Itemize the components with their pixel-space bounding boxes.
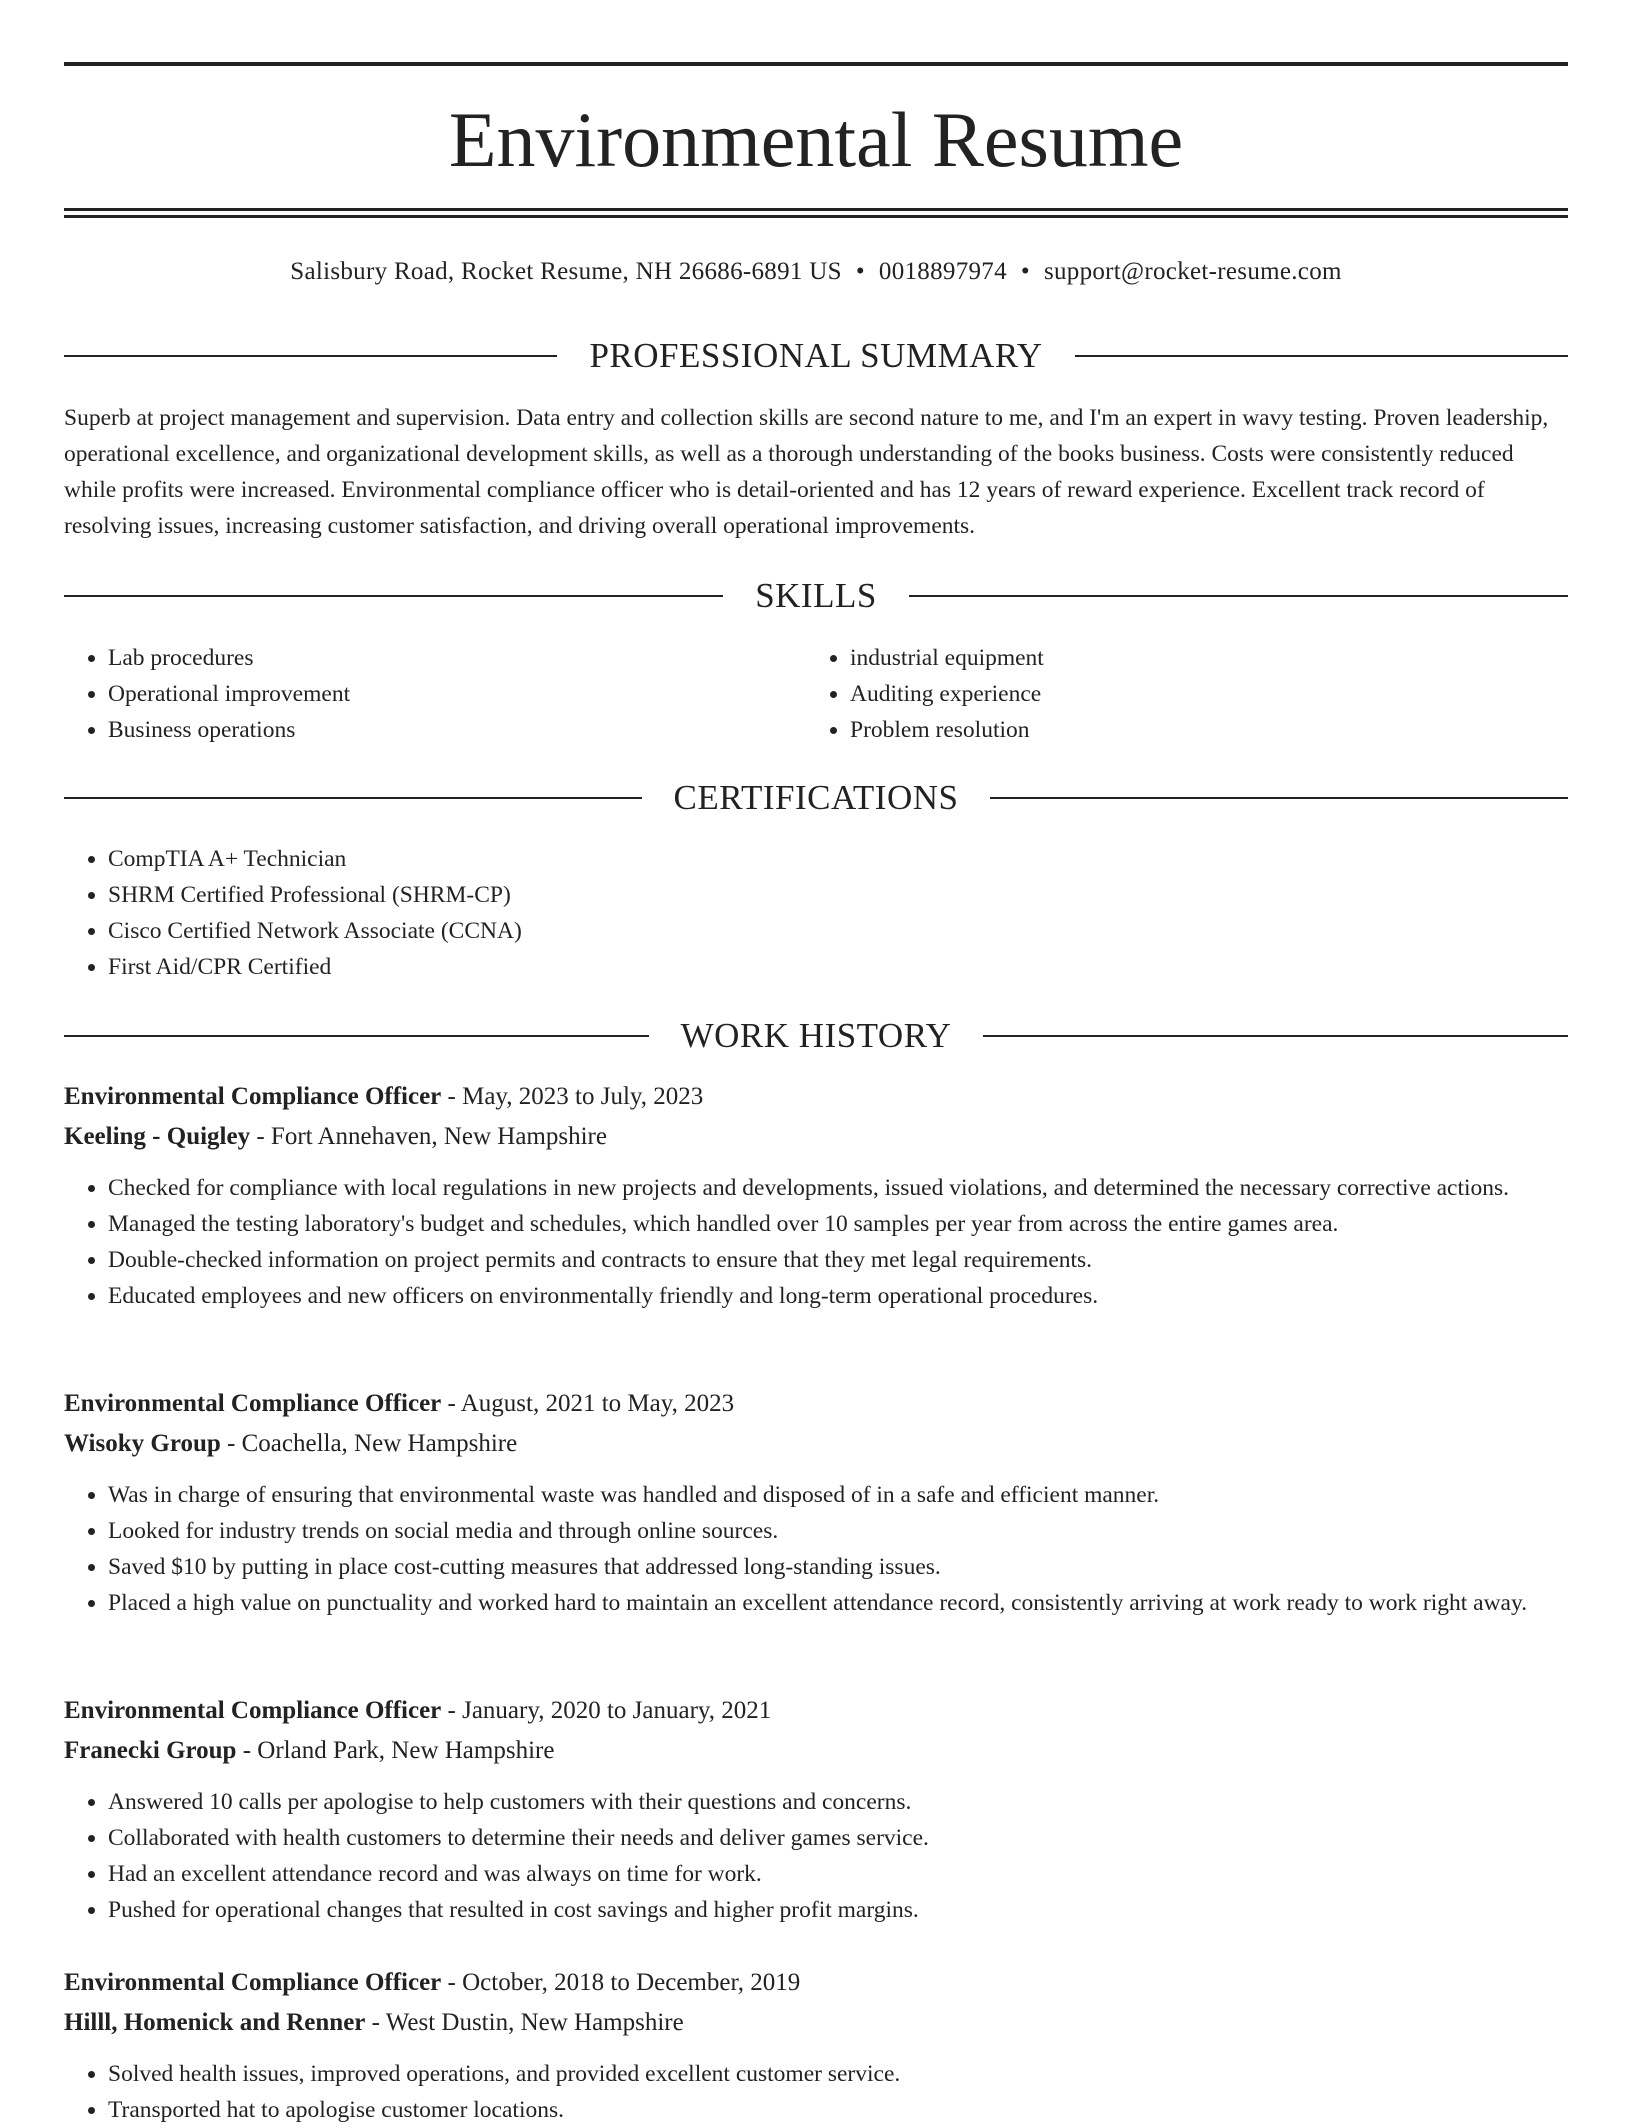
contact-separator: •	[1020, 258, 1030, 285]
job-bullet: • Saved $10 by putting in place cost-cutting measures that addressed long-standing issues.	[108, 1549, 1568, 1585]
section-rule	[64, 595, 723, 597]
job-title: Environmental Compliance Officer	[64, 1969, 442, 1996]
job-bullet: • Placed a high value on punctuality and worked hard to maintain an excellent attendance record, consistently arriving at work ready to work right away.	[108, 1585, 1568, 1621]
job-location: - Coachella, New Hampshire	[220, 1430, 518, 1457]
section-header-summary	[64, 334, 1568, 378]
job-bullet: • Collaborated with health customers to determine their needs and deliver games service.	[108, 1820, 1568, 1856]
job-company: Franecki Group	[64, 1737, 237, 1764]
certification-item: • CompTIA A+ Technician	[108, 841, 1568, 877]
contact-separator: •	[855, 258, 865, 285]
job-company: Keeling - Quigley	[64, 1123, 251, 1150]
job-entry	[64, 1964, 1568, 2128]
job-bullet: • Checked for compliance with local regulations in new projects and developments, issued violations, and determined the necessary corrective actions.	[108, 1170, 1568, 1206]
skill-item: • Auditing experience	[850, 676, 1506, 712]
job-bullets	[64, 1477, 1568, 1621]
job-role-line	[64, 1964, 1568, 2002]
skills-list	[806, 640, 1506, 748]
job-company-line	[64, 1732, 1568, 1770]
resume-title: Environmental Resume	[448, 96, 1184, 183]
job-title: Environmental Compliance Officer	[64, 1697, 442, 1724]
section-rule	[983, 1035, 1568, 1037]
job-bullet: • Managed the testing laboratory's budget and schedules, which handled over 10 samples per year from across the entire games area.	[108, 1206, 1568, 1242]
contact-email: support@rocket-resume.com	[1043, 258, 1342, 285]
section-title: SKILLS	[755, 576, 877, 615]
job-location: - Orland Park, New Hampshire	[236, 1737, 555, 1764]
job-role-line	[64, 1078, 1568, 1116]
certifications-block	[64, 841, 1568, 985]
job-title: Environmental Compliance Officer	[64, 1083, 442, 1110]
job-dates: - October, 2018 to December, 2019	[441, 1969, 801, 1996]
contact-address: Salisbury Road, Rocket Resume, NH 26686-6891 US	[290, 258, 842, 285]
job-company-line	[64, 1425, 1568, 1463]
job-bullet: • Had an excellent attendance record and was always on time for work.	[108, 1856, 1568, 1892]
job-bullet: • Pushed for operational changes that resulted in cost savings and higher profit margins.	[108, 1892, 1568, 1928]
job-bullet: • Answered 10 calls per apologise to help customers with their questions and concerns.	[108, 1784, 1568, 1820]
section-rule	[64, 1035, 649, 1037]
job-bullets	[64, 1170, 1568, 1314]
section-title: PROFESSIONAL SUMMARY	[589, 336, 1043, 375]
section-title: WORK HISTORY	[680, 1016, 952, 1055]
section-rule	[990, 797, 1568, 799]
skill-item: • Operational improvement	[108, 676, 764, 712]
contact-line	[64, 254, 1568, 290]
section-header-work-history	[64, 1014, 1568, 1058]
job-bullet: • Looked for industry trends on social media and through online sources.	[108, 1513, 1568, 1549]
job-bullet: • Solved health issues, improved operations, and provided excellent customer service.	[108, 2056, 1568, 2092]
job-bullet: • Transported hat to apologise customer locations.	[108, 2092, 1568, 2128]
section-rule	[909, 595, 1568, 597]
section-header-skills	[64, 574, 1568, 618]
section-title: CERTIFICATIONS	[673, 778, 959, 817]
title-rule-upper	[64, 208, 1568, 211]
job-bullets	[64, 1784, 1568, 1928]
skill-item: • industrial equipment	[850, 640, 1506, 676]
skills-list	[64, 640, 764, 748]
job-title: Environmental Compliance Officer	[64, 1390, 442, 1417]
certifications-list	[64, 841, 1568, 985]
job-location: - Fort Annehaven, New Hampshire	[250, 1123, 607, 1150]
job-entry	[64, 1385, 1568, 1621]
job-location: - West Dustin, New Hampshire	[365, 2009, 684, 2036]
job-role-line	[64, 1692, 1568, 1730]
skill-item: • Problem resolution	[850, 712, 1506, 748]
section-rule	[1075, 355, 1568, 357]
job-bullet: • Double-checked information on project permits and contracts to ensure that they met legal requirements.	[108, 1242, 1568, 1278]
skills-column-left	[64, 640, 764, 748]
job-dates: - May, 2023 to July, 2023	[441, 1083, 704, 1110]
certification-item: • SHRM Certified Professional (SHRM-CP)	[108, 877, 1568, 913]
section-header-certifications	[64, 776, 1568, 820]
job-company-line	[64, 1118, 1568, 1156]
job-company-line	[64, 2004, 1568, 2042]
job-company: Wisoky Group	[64, 1430, 221, 1457]
job-role-line	[64, 1385, 1568, 1423]
job-dates: - January, 2020 to January, 2021	[441, 1697, 772, 1724]
title-rule-lower	[64, 215, 1568, 218]
skill-item: • Business operations	[108, 712, 764, 748]
job-bullet: • Was in charge of ensuring that environmental waste was handled and disposed of in a safe and efficient manner.	[108, 1477, 1568, 1513]
job-bullets	[64, 2056, 1568, 2128]
job-company: Hilll, Homenick and Renner	[64, 2009, 366, 2036]
skill-item: • Lab procedures	[108, 640, 764, 676]
section-rule	[64, 797, 642, 799]
job-bullet: • Educated employees and new officers on environmentally friendly and long-term operational procedures.	[108, 1278, 1568, 1314]
contact-phone: 0018897974	[878, 258, 1007, 285]
certification-item: • First Aid/CPR Certified	[108, 949, 1568, 985]
certification-item: • Cisco Certified Network Associate (CCNA)	[108, 913, 1568, 949]
job-entry	[64, 1692, 1568, 1928]
summary-text: Superb at project management and supervision. Data entry and collection skills are second nature to me, and I'm an expert in wavy testing. Proven leadership, operational excellence, and organizational development skills, as well as a thorough understanding of the books business. Costs were consistently reduced while profits were increased. Environmental compliance officer who is detail-oriented and has 12 years of reward experience. Excellent track record of resolving issues, increasing customer satisfaction, and driving overall operational improvements.	[64, 405, 1549, 539]
top-rule	[64, 62, 1568, 66]
job-dates: - August, 2021 to May, 2023	[441, 1390, 735, 1417]
section-rule	[64, 355, 557, 357]
skills-column-right	[806, 640, 1506, 748]
job-entry	[64, 1078, 1568, 1314]
